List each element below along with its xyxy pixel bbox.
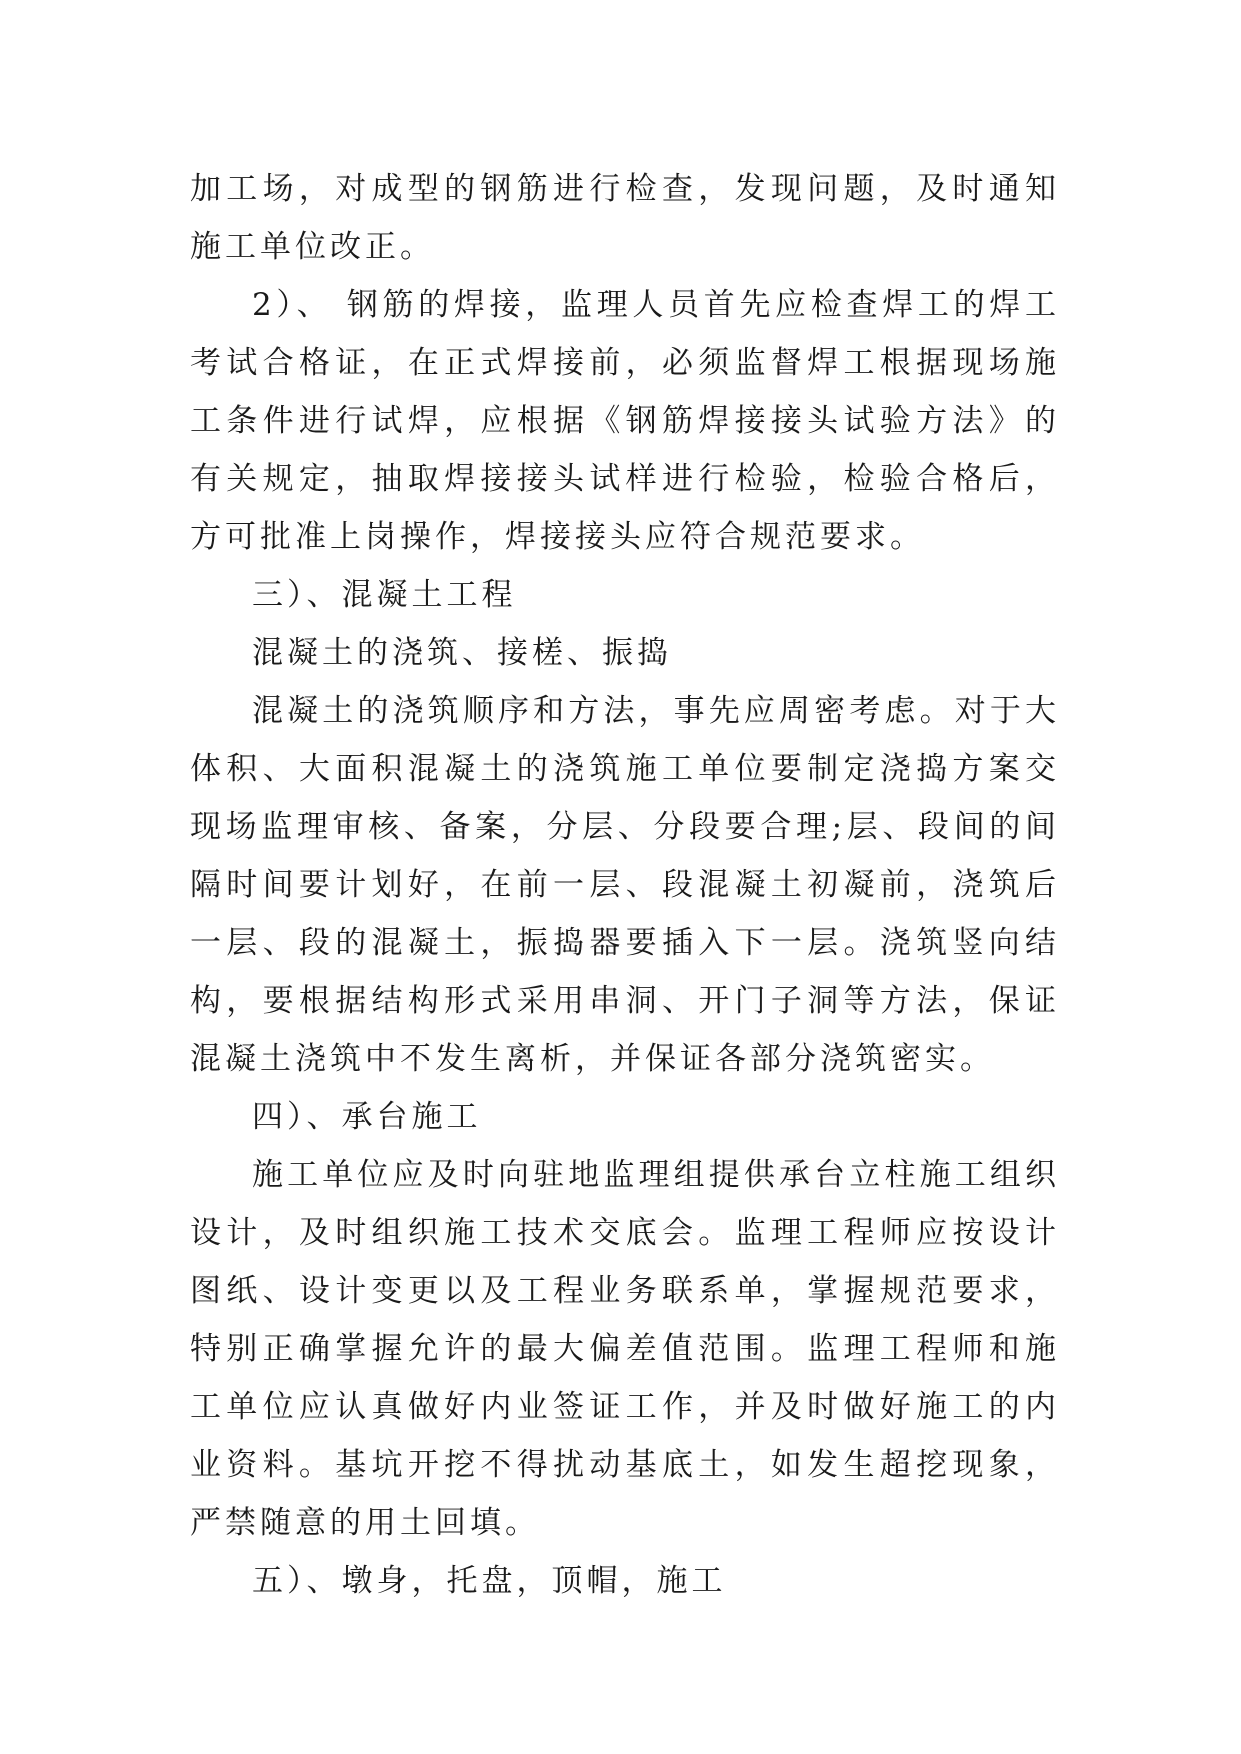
paragraph-pile-cap: 施工单位应及时向驻地监理组提供承台立柱施工组织设计，及时组织施工技术交底会。监理工程师应按设计图纸、设计变更以及工程业务联系单，掌握规范要求，特别正确掌握允许的最大偏差值范围。监理工程师和施工单位应认真做好内业签证工作，并及时做好施工的内业资料。基坑开挖不得扰动基底土，如发生超挖现象，严禁随意的用土回填。: [190, 1157, 1060, 1541]
paragraph-concrete-pouring: 混凝土的浇筑顺序和方法，事先应周密考虑。对于大体积、大面积混凝土的浇筑施工单位要制定浇捣方案交现场监理审核、备案，分层、分段要合理;层、段间的间隔时间要计划好，在前一层、段混凝土初凝前，浇筑后一层、段的混凝土，振捣器要插入下一层。浇筑竖向结构，要根据结构形式采用串洞、开门子洞等方法，保证混凝土浇筑中不发生离析，并保证各部分浇筑密实。: [190, 693, 1060, 1077]
section-heading-pile-cap: 四）、承台施工: [252, 1099, 482, 1135]
section-heading-concrete: 三）、混凝土工程: [252, 577, 517, 613]
document-body: [190, 160, 1060, 1610]
section-heading-pier-body: 五）、墩身，托盘，顶帽，施工: [252, 1563, 727, 1599]
subheading-concrete-pouring: 混凝土的浇筑、接槎、振捣: [252, 635, 672, 671]
paragraph-rebar-inspection-end: 加工场，对成型的钢筋进行检查，发现问题，及时通知施工单位改正。: [190, 171, 1060, 265]
paragraph-rebar-welding: 2）、 钢筋的焊接，监理人员首先应检查焊工的焊工考试合格证，在正式焊接前，必须监督焊工根据现场施工条件进行试焊，应根据《钢筋焊接接头试验方法》的有关规定，抽取焊接接头试样进行检验，检验合格后，方可批准上岗操作，焊接接头应符合规范要求。: [190, 287, 1060, 555]
